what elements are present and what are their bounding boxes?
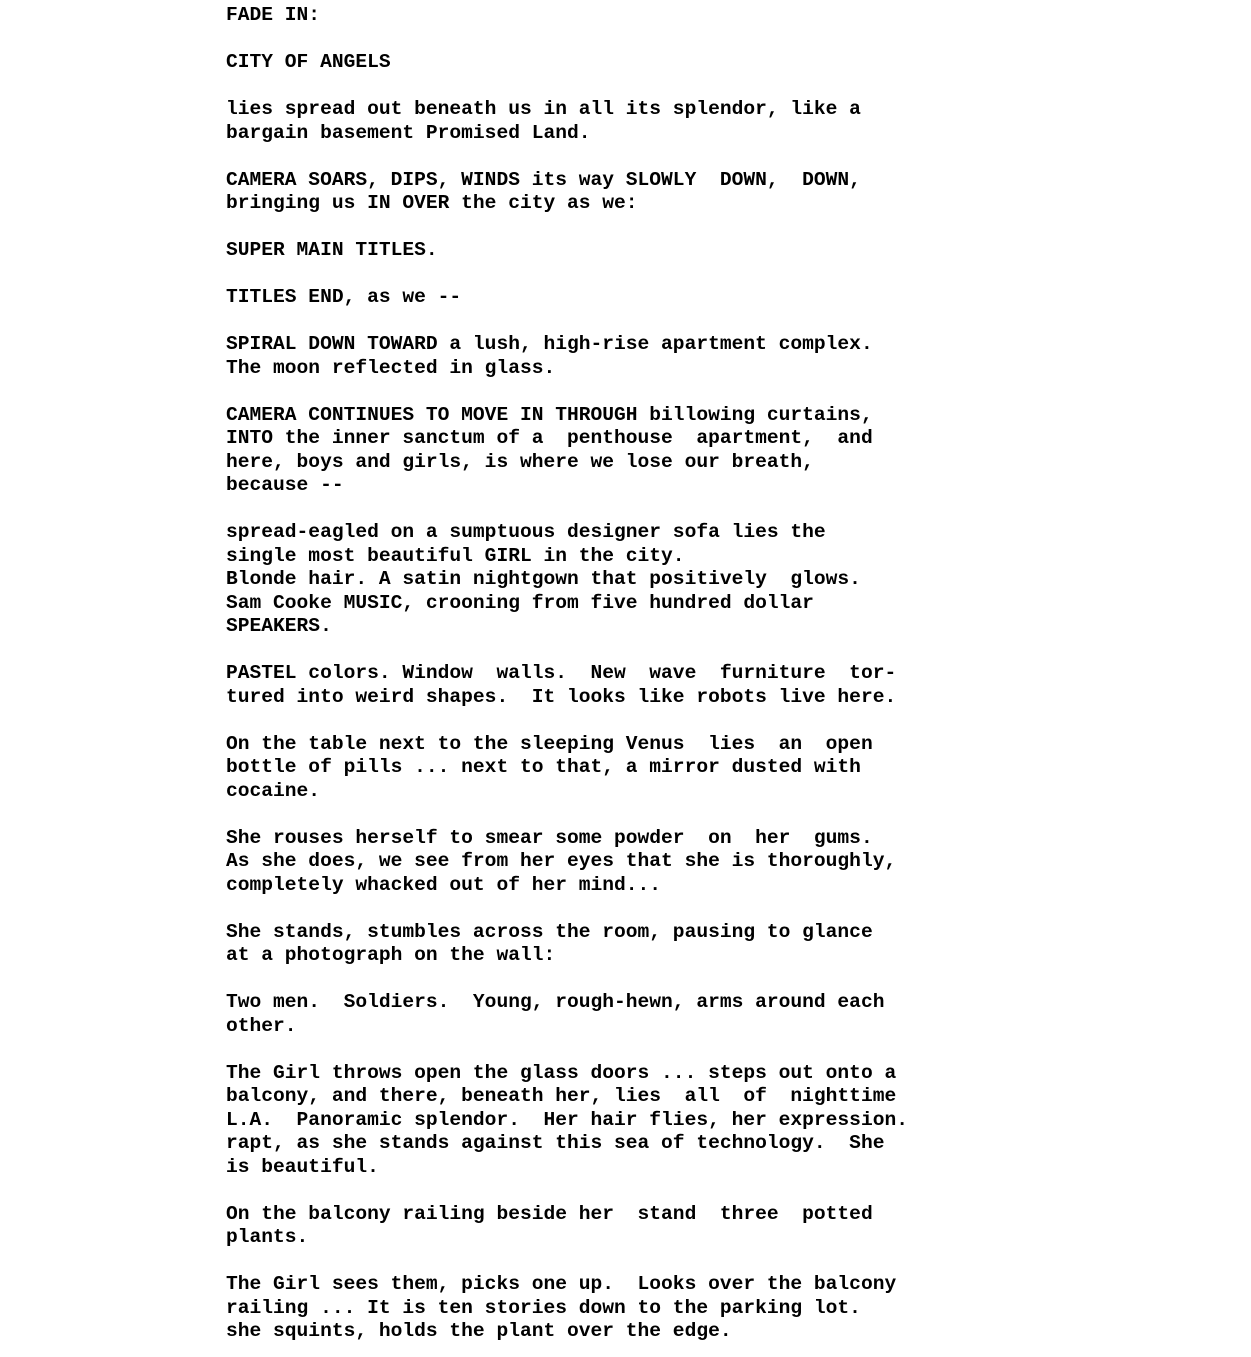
screenplay-line: The Girl sees them, picks one up. Looks over the balcony [226, 1273, 897, 1295]
screenplay-line: other. [226, 1014, 297, 1037]
screenplay-paragraph [226, 98, 908, 145]
screenplay-line: balcony, and there, beneath her, lies all of nighttime [226, 1085, 897, 1107]
screenplay-line: SPEAKERS. [226, 615, 332, 637]
paragraph-spacer [226, 498, 908, 522]
paragraph-spacer [226, 75, 908, 99]
screenplay-line: tured into weird shapes. It looks like robots live here. [226, 685, 897, 708]
screenplay-line: bringing us IN OVER the city as we: [226, 192, 638, 214]
screenplay-page [226, 4, 908, 1344]
screenplay-paragraph [226, 4, 908, 28]
paragraph-spacer [226, 1179, 908, 1203]
screenplay-line: because -- [226, 474, 344, 496]
screenplay-line: FADE IN: [226, 4, 321, 26]
screenplay-line: She stands, stumbles across the room, pausing to glance [226, 920, 873, 943]
screenplay-line: bottle of pills ... next to that, a mirror dusted with [226, 756, 861, 778]
screenplay-line: bargain basement Promised Land. [226, 121, 591, 144]
screenplay-paragraph [226, 51, 908, 75]
paragraph-spacer [226, 145, 908, 169]
paragraph-spacer [226, 216, 908, 240]
paragraph-spacer [226, 380, 908, 404]
paragraph-spacer [226, 968, 908, 992]
screenplay-paragraph [226, 991, 908, 1038]
paragraph-spacer [226, 1038, 908, 1062]
screenplay-line: railing ... It is ten stories down to the parking lot. [226, 1296, 861, 1319]
screenplay-paragraph [226, 286, 908, 310]
screenplay-line: completely whacked out of her mind... [226, 873, 662, 896]
screenplay-line: She rouses herself to smear some powder on her gums. [226, 826, 873, 849]
screenplay-line: CAMERA SOARS, DIPS, WINDS its way SLOWLY DOWN, DOWN, [226, 168, 861, 191]
paragraph-spacer [226, 310, 908, 334]
screenplay-line: is beautiful. [226, 1155, 379, 1178]
screenplay-paragraph [226, 733, 908, 804]
screenplay-line: On the balcony railing beside her stand three potted [226, 1202, 873, 1225]
screenplay-line: The moon reflected in glass. [226, 356, 556, 379]
screenplay-line: On the table next to the sleeping Venus lies an open [226, 732, 873, 755]
paragraph-spacer [226, 639, 908, 663]
screenplay-line: lies spread out beneath us in all its splendor, like a [226, 98, 861, 120]
screenplay-paragraph [226, 921, 908, 968]
screenplay-paragraph [226, 333, 908, 380]
paragraph-spacer [226, 28, 908, 52]
screenplay-line: at a photograph on the wall: [226, 944, 556, 966]
screenplay-line: Two men. Soldiers. Young, rough-hewn, arms around each [226, 991, 885, 1013]
screenplay-line: INTO the inner sanctum of a penthouse apartment, and [226, 427, 873, 449]
screenplay-paragraph [226, 662, 908, 709]
screenplay-line: single most beautiful GIRL in the city. [226, 544, 685, 567]
screenplay-line: Sam Cooke MUSIC, crooning from five hundred dollar [226, 591, 814, 614]
screenplay-line: she squints, holds the plant over the edge. [226, 1320, 732, 1342]
screenplay-line: plants. [226, 1226, 309, 1248]
screenplay-paragraph [226, 1062, 908, 1180]
paragraph-spacer [226, 897, 908, 921]
paragraph-spacer [226, 803, 908, 827]
screenplay-line: The Girl throws open the glass doors ... steps out onto a [226, 1061, 897, 1084]
screenplay-line: CAMERA CONTINUES TO MOVE IN THROUGH billowing curtains, [226, 403, 873, 426]
screenplay-paragraph [226, 169, 908, 216]
screenplay-line: As she does, we see from her eyes that she is thoroughly, [226, 850, 897, 872]
paragraph-spacer [226, 263, 908, 287]
screenplay-line: TITLES END, as we -- [226, 286, 462, 308]
screenplay-line: SPIRAL DOWN TOWARD a lush, high-rise apartment complex. [226, 333, 873, 355]
screenplay-line: rapt, as she stands against this sea of technology. She [226, 1132, 885, 1154]
screenplay-paragraph [226, 1273, 908, 1344]
screenplay-line: L.A. Panoramic splendor. Her hair flies, her expression. [226, 1108, 908, 1131]
paragraph-spacer [226, 709, 908, 733]
screenplay-line: SUPER MAIN TITLES. [226, 239, 438, 261]
screenplay-paragraph [226, 404, 908, 498]
screenplay-paragraph [226, 827, 908, 898]
screenplay-paragraph [226, 1203, 908, 1250]
screenplay-line: PASTEL colors. Window walls. New wave furniture tor- [226, 662, 897, 684]
screenplay-line: cocaine. [226, 779, 321, 802]
screenplay-paragraph [226, 239, 908, 263]
paragraph-spacer [226, 1250, 908, 1274]
screenplay-line: CITY OF ANGELS [226, 51, 391, 73]
screenplay-line: here, boys and girls, is where we lose our breath, [226, 450, 814, 473]
screenplay-paragraph [226, 521, 908, 639]
screenplay-line: Blonde hair. A satin nightgown that positively glows. [226, 568, 861, 590]
screenplay-line: spread-eagled on a sumptuous designer sofa lies the [226, 521, 826, 543]
